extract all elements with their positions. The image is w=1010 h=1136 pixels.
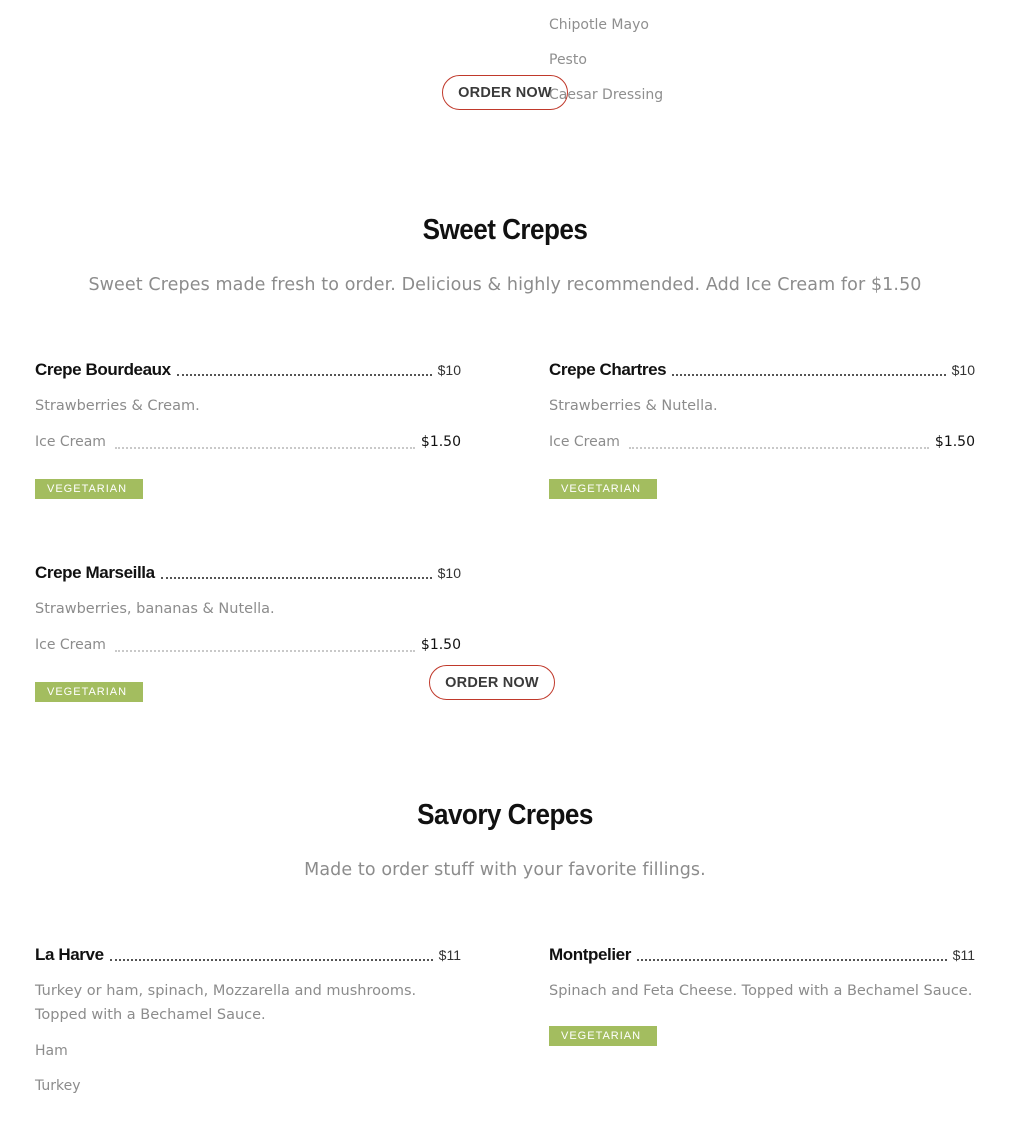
item-description: Turkey or ham, spinach, Mozzarella and mushrooms. Topped with a Bechamel Sauce. [35,983,417,1023]
option-caesar-dressing: Caesar Dressing [549,87,664,103]
menu-item-la-harve [35,945,461,1098]
item-description: Strawberries & Cream. [35,398,200,414]
leader-dots [115,447,415,449]
option-turkey: Turkey [35,1078,81,1094]
leader-dots [115,650,415,652]
item-name: La Harve [35,945,104,964]
option-pesto: Pesto [549,52,587,68]
addon-name: Ice Cream [549,434,620,450]
menu-item-crepe-marseilla [35,563,461,702]
vegetarian-badge: VEGETARIAN [549,479,657,499]
item-description: Strawberries, bananas & Nutella. [35,601,275,617]
section-description-savory: Made to order stuff with your favorite fillings. [304,860,706,880]
item-name: Montpelier [549,945,631,964]
addon-name: Ice Cream [35,434,106,450]
option-chipotle-mayo: Chipotle Mayo [549,17,649,33]
addon-ice-cream [35,434,461,454]
option-ham: Ham [35,1043,68,1059]
item-description: Strawberries & Nutella. [549,398,718,414]
addon-name: Ice Cream [35,637,106,653]
section-title-savory-crepes: Savory Crepes [417,799,593,831]
vegetarian-badge: VEGETARIAN [549,1026,657,1046]
item-price: $11 [952,947,975,963]
item-name: Crepe Marseilla [35,563,155,582]
vegetarian-badge: VEGETARIAN [35,479,143,499]
leader-dots [177,374,432,376]
addon-price: $1.50 [420,637,461,653]
addon-price: $1.50 [934,434,975,450]
leader-dots [672,374,945,376]
item-name: Crepe Chartres [549,360,667,379]
item-price: $10 [951,362,975,378]
addon-price: $1.50 [420,434,461,450]
menu-item-crepe-bourdeaux [35,360,461,499]
order-now-button[interactable]: ORDER NOW [429,665,555,700]
addon-ice-cream [35,637,461,657]
item-price: $10 [437,565,461,581]
menu-item-montpelier [549,945,975,1046]
addon-ice-cream [549,434,975,454]
item-price: $11 [438,947,461,963]
item-price: $10 [437,362,461,378]
vegetarian-badge: VEGETARIAN [35,682,143,702]
leader-dots [637,959,947,961]
leader-dots [629,447,929,449]
leader-dots [161,577,432,579]
section-description-sweet: Sweet Crepes made fresh to order. Delicious & highly recommended. Add Ice Cream for $1.50 [88,275,922,295]
item-name: Crepe Bourdeaux [35,360,171,379]
section-title-sweet-crepes: Sweet Crepes [422,214,588,246]
leader-dots [110,959,433,961]
order-now-button[interactable]: ORDER NOW [442,75,568,110]
menu-item-crepe-chartres [549,360,975,499]
item-description: Spinach and Feta Cheese. Topped with a Bechamel Sauce. [549,983,973,999]
